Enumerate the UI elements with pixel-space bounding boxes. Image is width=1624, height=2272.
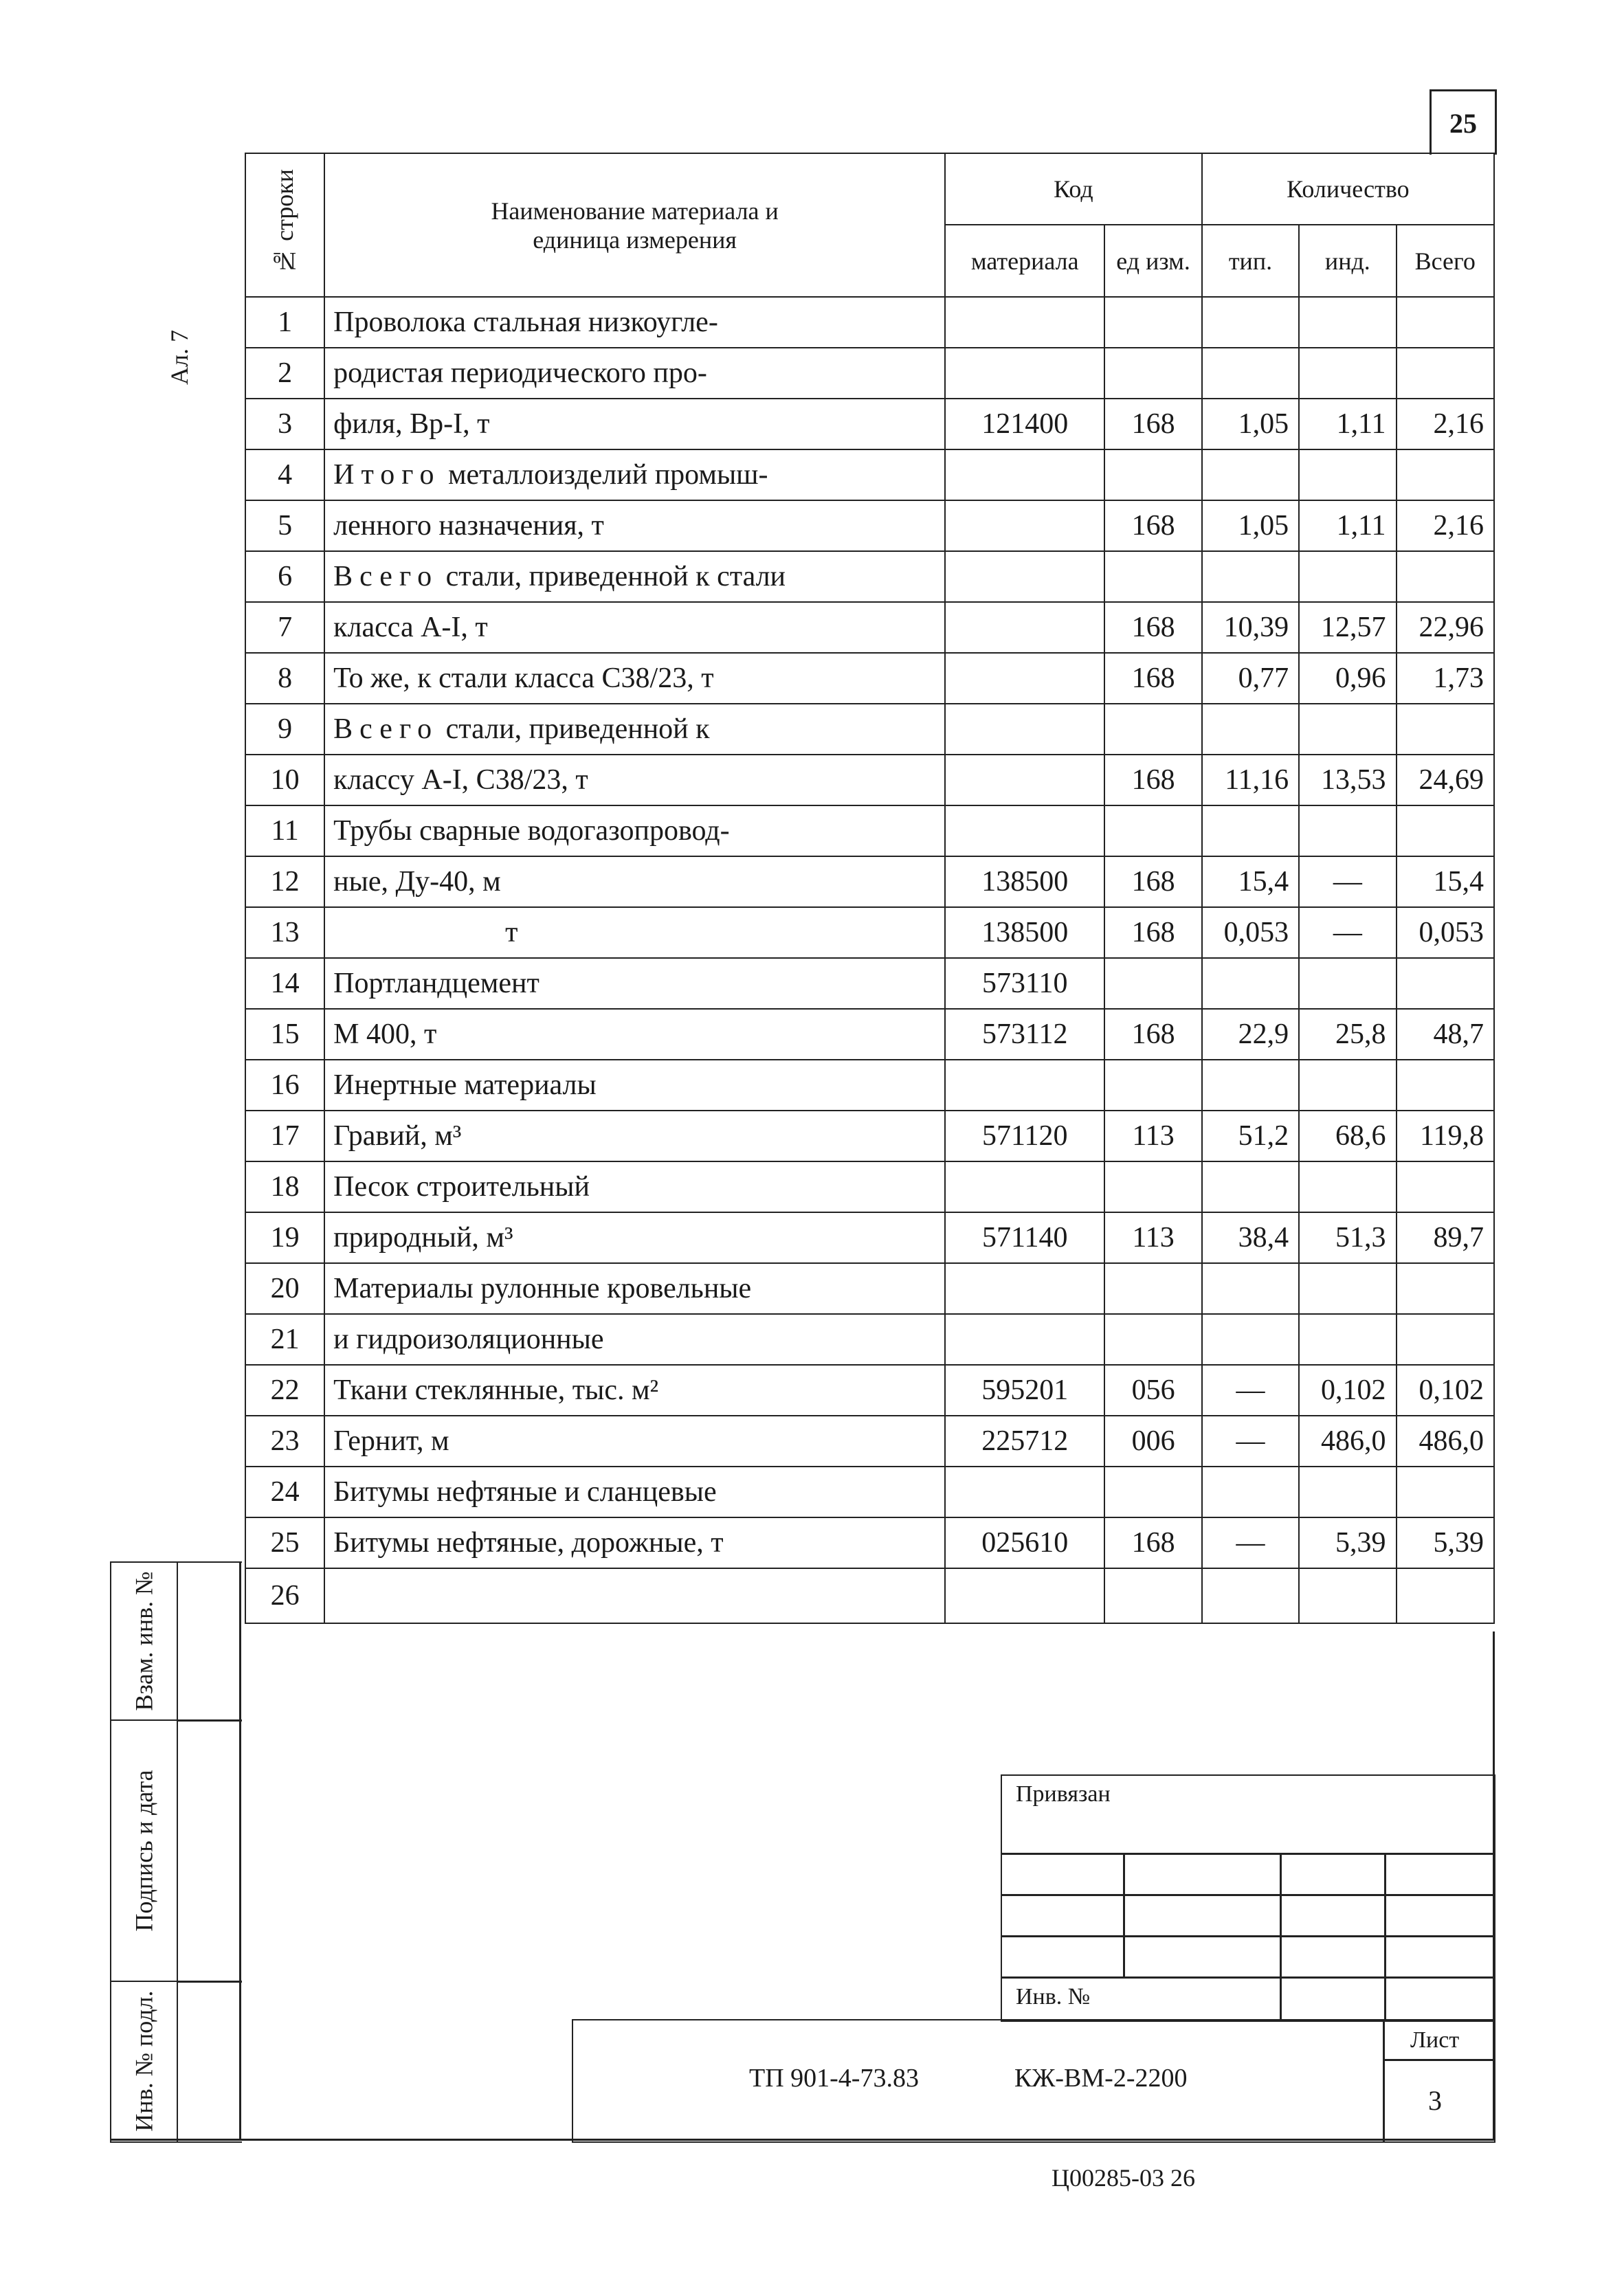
row-code (945, 1161, 1104, 1212)
row-unit (1104, 1263, 1201, 1314)
header-row-no: № строки (245, 153, 324, 297)
row-code: 573110 (945, 958, 1104, 1009)
row-qty-total (1397, 1314, 1494, 1365)
row-unit: 168 (1104, 907, 1201, 958)
row-qty-total: 486,0 (1397, 1416, 1494, 1467)
row-unit: 168 (1104, 1009, 1201, 1060)
row-qty-ind (1299, 1263, 1396, 1314)
row-unit (1104, 958, 1201, 1009)
row-qty-typ: — (1202, 1365, 1299, 1416)
row-qty-total (1397, 805, 1494, 856)
row-number: 14 (245, 958, 324, 1009)
table-row (245, 449, 1494, 500)
footer-code: Ц00285-03 26 (1052, 2164, 1195, 2192)
row-code (945, 704, 1104, 755)
row-name (324, 551, 945, 602)
row-code (945, 755, 1104, 805)
header-qty-typ: тип. (1202, 225, 1299, 297)
row-unit (1104, 1161, 1201, 1212)
row-number: 24 (245, 1467, 324, 1517)
table-row (245, 1314, 1494, 1365)
row-name (324, 958, 945, 1009)
table-row (245, 551, 1494, 602)
row-unit: 113 (1104, 1111, 1201, 1161)
table-row (245, 1467, 1494, 1517)
row-name-text: ленного назначения, т (333, 510, 604, 542)
row-qty-typ: 1,05 (1202, 500, 1299, 551)
row-code (945, 500, 1104, 551)
row-qty-ind (1299, 1314, 1396, 1365)
row-number: 1 (245, 297, 324, 348)
row-unit: 168 (1104, 653, 1201, 704)
table-row (245, 958, 1494, 1009)
row-name (324, 1111, 945, 1161)
row-code: 138500 (945, 907, 1104, 958)
row-qty-total: 15,4 (1397, 856, 1494, 907)
row-number: 4 (245, 449, 324, 500)
row-qty-ind (1299, 449, 1396, 500)
table-row (245, 399, 1494, 449)
left-stamp (110, 1561, 242, 2143)
row-qty-ind (1299, 1161, 1396, 1212)
row-name-text: ные, Ду-40, м (333, 866, 501, 898)
row-qty-ind (1299, 297, 1396, 348)
table-row (245, 907, 1494, 958)
row-code: 571120 (945, 1111, 1104, 1161)
row-name-text: Материалы рулонные кровельные (333, 1273, 752, 1304)
row-number: 21 (245, 1314, 324, 1365)
table-row (245, 348, 1494, 399)
row-code (945, 551, 1104, 602)
row-code (945, 297, 1104, 348)
row-name (324, 1467, 945, 1517)
row-code: 595201 (945, 1365, 1104, 1416)
row-qty-ind: 0,96 (1299, 653, 1396, 704)
row-name (324, 1212, 945, 1263)
table-row (245, 704, 1494, 755)
row-code (945, 653, 1104, 704)
row-name-text: классу А-I, С38/23, т (333, 764, 588, 796)
row-name (324, 1060, 945, 1111)
row-unit (1104, 297, 1201, 348)
row-number: 15 (245, 1009, 324, 1060)
header-qty-ind: инд. (1299, 225, 1396, 297)
row-qty-total: 2,16 (1397, 500, 1494, 551)
table-row (245, 856, 1494, 907)
row-code (945, 348, 1104, 399)
row-qty-ind: 1,11 (1299, 399, 1396, 449)
row-number: 13 (245, 907, 324, 958)
row-qty-ind (1299, 1467, 1396, 1517)
row-number: 16 (245, 1060, 324, 1111)
row-code (945, 1314, 1104, 1365)
row-qty-ind: 68,6 (1299, 1111, 1396, 1161)
row-qty-total (1397, 1161, 1494, 1212)
row-qty-total: 24,69 (1397, 755, 1494, 805)
materials-table (245, 153, 1495, 1624)
row-code: 573112 (945, 1009, 1104, 1060)
row-name (324, 1314, 945, 1365)
row-name-text: То же, к стали класса С38/23, т (333, 662, 714, 694)
row-qty-total (1397, 1467, 1494, 1517)
table-row (245, 1365, 1494, 1416)
binding-label: Привязан (1016, 1781, 1111, 1807)
page-number: 25 (1430, 89, 1497, 155)
row-number: 19 (245, 1212, 324, 1263)
row-code: 225712 (945, 1416, 1104, 1467)
row-name (324, 297, 945, 348)
stamp-podpis: Подпись и дата (130, 1770, 158, 1932)
row-name-text: Инертные материалы (333, 1069, 597, 1101)
row-code: 571140 (945, 1212, 1104, 1263)
row-qty-total (1397, 449, 1494, 500)
row-qty-total (1397, 704, 1494, 755)
row-qty-total: 0,102 (1397, 1365, 1494, 1416)
row-unit: 113 (1104, 1212, 1201, 1263)
row-qty-total (1397, 348, 1494, 399)
row-unit: 168 (1104, 1517, 1201, 1568)
row-name (324, 1365, 945, 1416)
row-name (324, 348, 945, 399)
side-label: Ал. 7 (166, 330, 193, 385)
row-name (324, 755, 945, 805)
row-number: 20 (245, 1263, 324, 1314)
row-qty-ind: 486,0 (1299, 1416, 1396, 1467)
table-row (245, 1111, 1494, 1161)
row-name (324, 805, 945, 856)
row-name-text: Битумы нефтяные и сланцевые (333, 1476, 717, 1508)
stamp-vzam: Взам. инв. № (130, 1571, 158, 1711)
table-row (245, 755, 1494, 805)
row-unit (1104, 805, 1201, 856)
row-qty-typ (1202, 348, 1299, 399)
row-name-text: Песок строительный (333, 1171, 590, 1203)
row-number: 17 (245, 1111, 324, 1161)
row-qty-ind (1299, 551, 1396, 602)
row-name (324, 907, 945, 958)
row-code (945, 1060, 1104, 1111)
row-number: 6 (245, 551, 324, 602)
doc-code: КЖ-ВМ-2-2200 (1014, 2064, 1188, 2093)
row-name-text: т (505, 917, 518, 948)
table-row (245, 1212, 1494, 1263)
row-qty-ind (1299, 348, 1396, 399)
row-name-text: и гидроизоляционные (333, 1324, 604, 1355)
row-unit: 168 (1104, 856, 1201, 907)
row-qty-total (1397, 1263, 1494, 1314)
row-qty-typ (1202, 1314, 1299, 1365)
row-qty-typ (1202, 805, 1299, 856)
row-qty-typ: 51,2 (1202, 1111, 1299, 1161)
row-name (324, 1263, 945, 1314)
row-qty-ind: — (1299, 907, 1396, 958)
row-qty-total (1397, 551, 1494, 602)
row-qty-typ: 22,9 (1202, 1009, 1299, 1060)
row-qty-total (1397, 297, 1494, 348)
row-name-text: Гернит, м (333, 1425, 449, 1457)
row-name-text: стали, приведенной к стали (438, 561, 786, 592)
row-unit (1104, 1060, 1201, 1111)
row-number: 5 (245, 500, 324, 551)
row-qty-ind: 25,8 (1299, 1009, 1396, 1060)
row-qty-ind: 1,11 (1299, 500, 1396, 551)
row-qty-total: 22,96 (1397, 602, 1494, 653)
row-qty-typ (1202, 449, 1299, 500)
row-qty-ind (1299, 1568, 1396, 1623)
row-unit (1104, 449, 1201, 500)
table-row (245, 805, 1494, 856)
row-qty-typ: 38,4 (1202, 1212, 1299, 1263)
row-name (324, 1568, 945, 1623)
row-code (945, 1467, 1104, 1517)
row-qty-typ (1202, 297, 1299, 348)
row-qty-typ (1202, 958, 1299, 1009)
row-qty-ind: 13,53 (1299, 755, 1396, 805)
row-unit (1104, 551, 1201, 602)
row-number: 10 (245, 755, 324, 805)
table-row (245, 1568, 1494, 1623)
row-qty-total (1397, 1060, 1494, 1111)
row-unit: 168 (1104, 500, 1201, 551)
header-code-material: материала (945, 225, 1104, 297)
row-qty-total: 5,39 (1397, 1517, 1494, 1568)
row-unit (1104, 348, 1201, 399)
table-row (245, 1060, 1494, 1111)
row-qty-ind: 51,3 (1299, 1212, 1396, 1263)
row-qty-typ (1202, 1467, 1299, 1517)
row-unit (1104, 704, 1201, 755)
row-unit: 168 (1104, 602, 1201, 653)
row-qty-typ: 0,053 (1202, 907, 1299, 958)
row-qty-total: 2,16 (1397, 399, 1494, 449)
row-qty-typ: 0,77 (1202, 653, 1299, 704)
row-unit: 168 (1104, 399, 1201, 449)
row-name (324, 449, 945, 500)
table-row (245, 653, 1494, 704)
header-code-unit: ед изм. (1104, 225, 1201, 297)
row-number: 26 (245, 1568, 324, 1623)
row-number: 25 (245, 1517, 324, 1568)
row-name (324, 500, 945, 551)
row-qty-total (1397, 1568, 1494, 1623)
row-number: 23 (245, 1416, 324, 1467)
row-name-text: М 400, т (333, 1018, 437, 1050)
row-name (324, 602, 945, 653)
row-number: 3 (245, 399, 324, 449)
sheet-label: Лист (1410, 2027, 1460, 2053)
row-qty-typ (1202, 1568, 1299, 1623)
row-number: 12 (245, 856, 324, 907)
spaced-word: Итого (333, 459, 441, 491)
row-name-text: стали, приведенной к (438, 713, 710, 745)
header-qty-total: Всего (1397, 225, 1494, 297)
row-qty-ind: — (1299, 856, 1396, 907)
row-qty-typ: — (1202, 1416, 1299, 1467)
row-qty-typ (1202, 551, 1299, 602)
row-name-text: филя, Вр-I, т (333, 408, 490, 440)
row-code: 025610 (945, 1517, 1104, 1568)
row-qty-typ: 1,05 (1202, 399, 1299, 449)
row-qty-typ: 15,4 (1202, 856, 1299, 907)
header-code-group: Код (945, 153, 1202, 225)
row-qty-ind: 5,39 (1299, 1517, 1396, 1568)
table-row (245, 1517, 1494, 1568)
row-unit: 006 (1104, 1416, 1201, 1467)
row-name (324, 1517, 945, 1568)
row-qty-total: 89,7 (1397, 1212, 1494, 1263)
row-qty-ind (1299, 958, 1396, 1009)
row-number: 7 (245, 602, 324, 653)
row-unit: 056 (1104, 1365, 1201, 1416)
row-name-text: природный, м³ (333, 1222, 513, 1254)
row-qty-ind: 12,57 (1299, 602, 1396, 653)
row-name-text: родистая периодического про- (333, 357, 707, 389)
row-code (945, 805, 1104, 856)
row-number: 9 (245, 704, 324, 755)
row-name-text: класса А-I, т (333, 612, 488, 643)
row-name-text: Гравий, м³ (333, 1120, 462, 1152)
row-name-text: металлоизделий промыш- (441, 459, 768, 491)
row-qty-typ (1202, 1060, 1299, 1111)
row-unit: 168 (1104, 755, 1201, 805)
row-qty-ind (1299, 1060, 1396, 1111)
row-qty-typ (1202, 1263, 1299, 1314)
row-qty-typ (1202, 1161, 1299, 1212)
row-qty-total: 0,053 (1397, 907, 1494, 958)
header-qty-group: Количество (1202, 153, 1494, 225)
row-name-text: Ткани стеклянные, тыс. м² (333, 1374, 659, 1406)
row-number: 2 (245, 348, 324, 399)
row-name-text: Проволока стальная низкоугле- (333, 307, 718, 338)
row-name (324, 1161, 945, 1212)
row-code (945, 602, 1104, 653)
spaced-word: Всего (333, 561, 439, 592)
row-qty-typ: 10,39 (1202, 602, 1299, 653)
table-row (245, 602, 1494, 653)
row-number: 11 (245, 805, 324, 856)
sheet-value: 3 (1428, 2085, 1442, 2116)
row-code (945, 1263, 1104, 1314)
row-name (324, 1416, 945, 1467)
doc-number: ТП 901-4-73.83 (749, 2064, 919, 2093)
row-qty-ind (1299, 704, 1396, 755)
row-name-text: Трубы сварные водогазопровод- (333, 815, 730, 847)
table-row (245, 1009, 1494, 1060)
table-row (245, 1161, 1494, 1212)
table-row (245, 500, 1494, 551)
frame-left-line (239, 1561, 241, 2140)
row-unit (1104, 1467, 1201, 1517)
row-number: 8 (245, 653, 324, 704)
spaced-word: Всего (333, 713, 439, 745)
row-number: 22 (245, 1365, 324, 1416)
row-unit (1104, 1314, 1201, 1365)
row-number: 18 (245, 1161, 324, 1212)
row-qty-total (1397, 958, 1494, 1009)
row-code (945, 1568, 1104, 1623)
row-qty-total: 119,8 (1397, 1111, 1494, 1161)
row-qty-total: 48,7 (1397, 1009, 1494, 1060)
row-qty-typ: 11,16 (1202, 755, 1299, 805)
row-qty-total: 1,73 (1397, 653, 1494, 704)
inventory-label: Инв. № (1016, 1984, 1091, 2009)
row-name (324, 856, 945, 907)
header-name: Наименование материала и единица измерения (324, 153, 945, 297)
row-name-text: Портландцемент (333, 968, 540, 999)
row-name (324, 399, 945, 449)
stamp-inv-podl: Инв. № подл. (130, 1990, 158, 2132)
row-qty-ind: 0,102 (1299, 1365, 1396, 1416)
row-name-text: Битумы нефтяные, дорожные, т (333, 1527, 724, 1559)
row-name (324, 653, 945, 704)
table-row (245, 1416, 1494, 1467)
row-name (324, 1009, 945, 1060)
table-row (245, 297, 1494, 348)
row-unit (1104, 1568, 1201, 1623)
row-code: 121400 (945, 399, 1104, 449)
row-code: 138500 (945, 856, 1104, 907)
row-qty-typ: — (1202, 1517, 1299, 1568)
row-name (324, 704, 945, 755)
table-row (245, 1263, 1494, 1314)
row-qty-typ (1202, 704, 1299, 755)
row-code (945, 449, 1104, 500)
row-qty-ind (1299, 805, 1396, 856)
